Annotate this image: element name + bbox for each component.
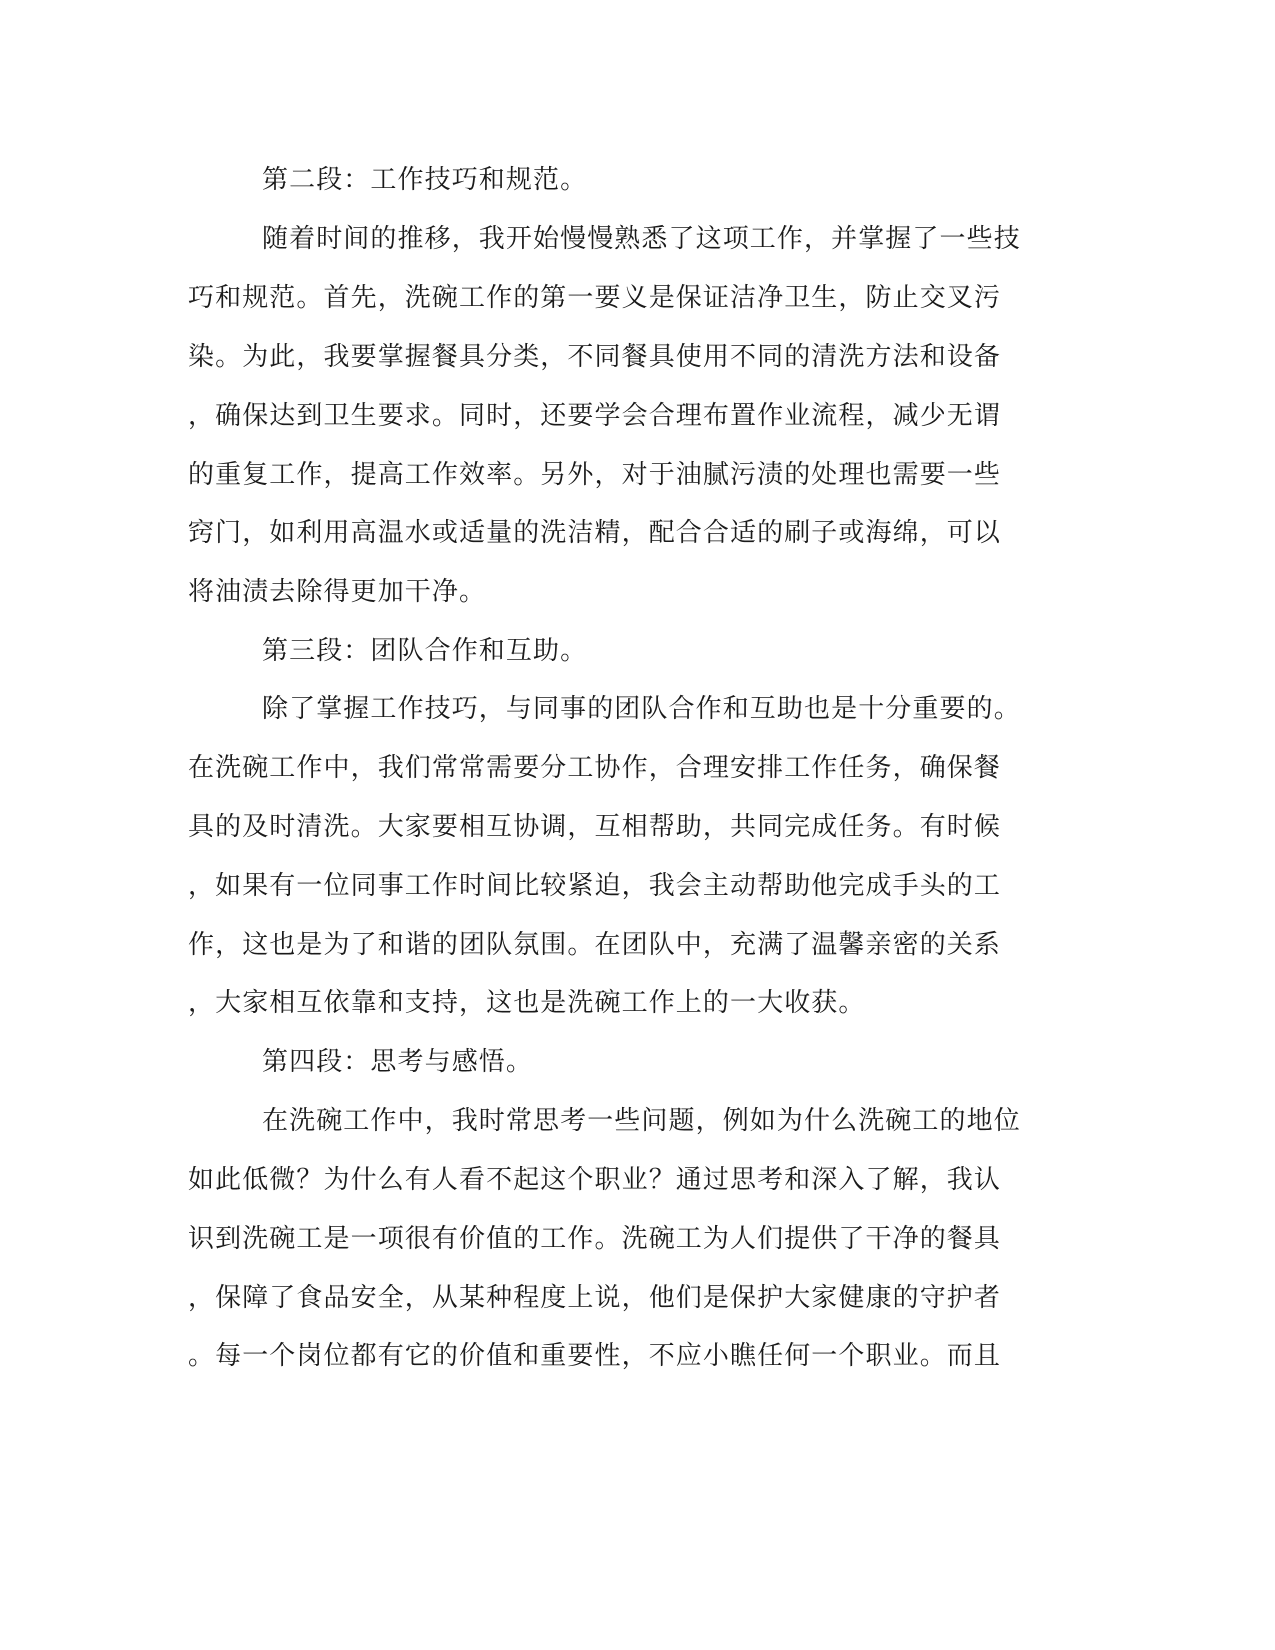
paragraph-line: 随着时间的推移，我开始慢慢熟悉了这项工作，并掌握了一些技: [262, 224, 1021, 254]
paragraph-line: 巧和规范。首先，洗碗工作的第一要义是保证洁净卫生，防止交叉污: [188, 283, 1002, 313]
section-heading-3: 第三段：团队合作和互助。: [262, 636, 588, 666]
paragraph-line: 在洗碗工作中，我们常常需要分工协作，合理安排工作任务，确保餐: [188, 753, 1002, 783]
paragraph-line: 将油渍去除得更加干净。: [188, 577, 487, 607]
paragraph-line: 如此低微？为什么有人看不起这个职业？通过思考和深入了解，我认: [188, 1165, 1002, 1195]
paragraph-line: ，如果有一位同事工作时间比较紧迫，我会主动帮助他完成手头的工: [188, 871, 1002, 901]
paragraph-line: ，保障了食品安全，从某种程度上说，他们是保护大家健康的守护者: [188, 1283, 1002, 1313]
paragraph-line: 具的及时清洗。大家要相互协调，互相帮助，共同完成任务。有时候: [188, 812, 1002, 842]
paragraph-line: 除了掌握工作技巧，与同事的团队合作和互助也是十分重要的。: [262, 694, 1021, 724]
paragraph-line: 染。为此，我要掌握餐具分类，不同餐具使用不同的清洗方法和设备: [188, 342, 1002, 372]
paragraph-line: 的重复工作，提高工作效率。另外，对于油腻污渍的处理也需要一些: [188, 460, 1002, 490]
paragraph-line: ，大家相互依靠和支持，这也是洗碗工作上的一大收获。: [188, 988, 866, 1018]
paragraph-line: 窍门，如利用高温水或适量的洗洁精，配合合适的刷子或海绵，可以: [188, 518, 1002, 548]
paragraph-line: 作，这也是为了和谐的团队氛围。在团队中，充满了温馨亲密的关系: [188, 930, 1002, 960]
paragraph-line: 识到洗碗工是一项很有价值的工作。洗碗工为人们提供了干净的餐具: [188, 1224, 1002, 1254]
paragraph-line: ，确保达到卫生要求。同时，还要学会合理布置作业流程，减少无谓: [188, 401, 1002, 431]
paragraph-line: 。每一个岗位都有它的价值和重要性，不应小瞧任何一个职业。而且: [188, 1341, 1002, 1371]
section-heading-2: 第二段：工作技巧和规范。: [262, 165, 588, 195]
paragraph-line: 在洗碗工作中，我时常思考一些问题，例如为什么洗碗工的地位: [262, 1106, 1021, 1136]
section-heading-4: 第四段：思考与感悟。: [262, 1047, 534, 1077]
